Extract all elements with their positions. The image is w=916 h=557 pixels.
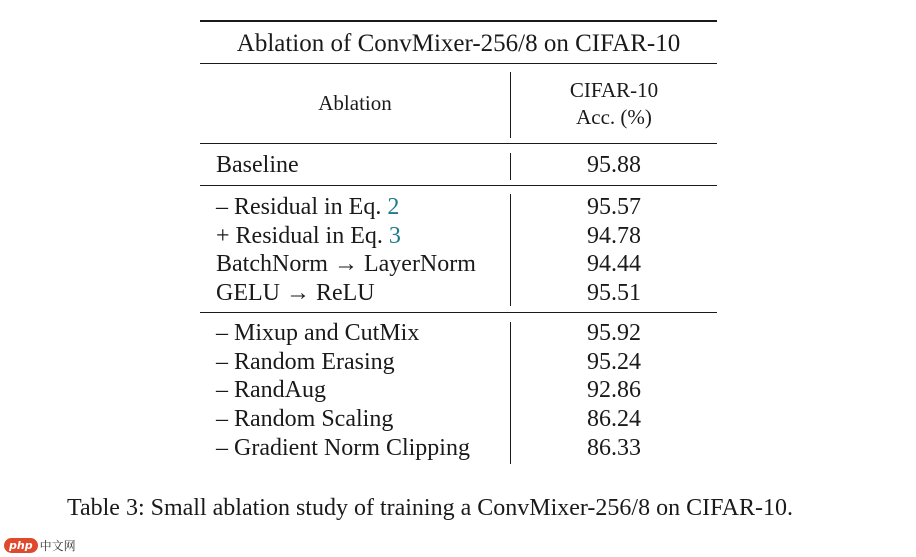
watermark-badge: php	[4, 538, 38, 553]
row-value: 86.33	[587, 435, 641, 461]
row-label-text: + Residual in Eq.	[216, 223, 389, 249]
table-group-rule-1	[200, 185, 717, 186]
table-header-rule	[200, 143, 717, 144]
equation-reference-link[interactable]: 3	[388, 223, 401, 249]
watermark-logo	[4, 535, 76, 555]
row-label	[216, 195, 399, 219]
row-label: – Gradient Norm Clipping	[216, 435, 470, 461]
column-header-dataset: CIFAR-10	[569, 78, 659, 102]
row-label: – RandAug	[216, 377, 326, 403]
column-header-accuracy: Acc. (%)	[576, 105, 652, 129]
column-header-ablation: Ablation	[318, 91, 392, 115]
row-value: 95.51	[587, 280, 641, 306]
row-value: 92.86	[587, 377, 641, 403]
row-value: 95.92	[587, 320, 641, 346]
equation-reference-link[interactable]: 2	[387, 194, 400, 220]
table-top-rule	[200, 20, 717, 22]
row-label: – Random Scaling	[216, 406, 394, 432]
row-label-text: – Residual in Eq.	[216, 194, 388, 220]
row-label-baseline: Baseline	[216, 152, 299, 178]
table-group-rule-2	[200, 312, 717, 313]
row-value: 94.78	[587, 223, 641, 249]
row-value: 95.24	[587, 349, 641, 375]
watermark-text: 中文网	[39, 538, 76, 553]
row-label: – Mixup and CutMix	[216, 320, 420, 346]
table-caption: Table 3: Small ablation study of training a ConvMixer-256/8 on CIFAR-10.	[67, 495, 793, 521]
row-value: 86.24	[587, 406, 641, 432]
row-value-baseline: 95.88	[587, 152, 641, 178]
row-label: BatchNorm → LayerNorm	[216, 251, 476, 277]
row-label: GELU → ReLU	[216, 280, 375, 306]
row-label: – Random Erasing	[216, 349, 395, 375]
row-value: 95.57	[587, 194, 641, 220]
table-title-rule	[200, 63, 717, 64]
row-value: 94.44	[587, 251, 641, 277]
table-title: Ablation of ConvMixer-256/8 on CIFAR-10	[236, 30, 681, 57]
row-label	[216, 224, 401, 248]
